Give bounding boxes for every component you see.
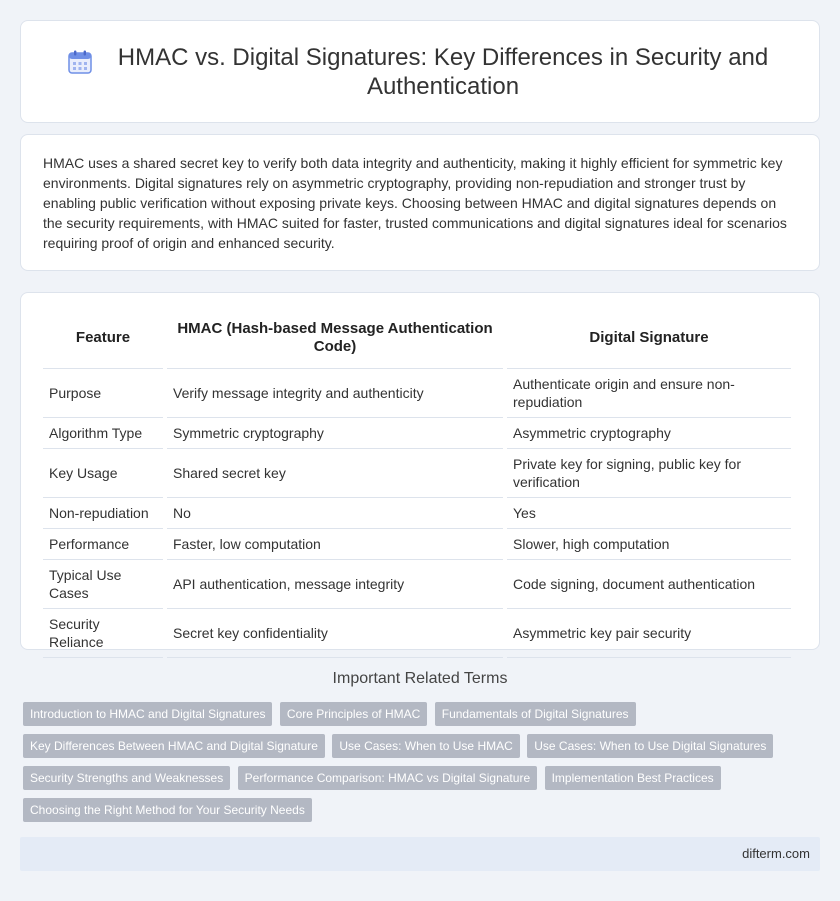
related-term-tag[interactable]: Performance Comparison: HMAC vs Digital Signature — [238, 766, 537, 790]
header-digital-signature: Digital Signature — [507, 307, 791, 369]
title-wrap — [60, 43, 780, 101]
related-term-tag[interactable]: Introduction to HMAC and Digital Signatures — [23, 702, 272, 726]
cell-digital-signature: Yes — [507, 498, 791, 529]
cell-hmac: Symmetric cryptography — [167, 418, 503, 449]
cell-digital-signature: Code signing, document authentication — [507, 560, 791, 609]
title-card — [20, 20, 820, 123]
cell-digital-signature: Asymmetric key pair security — [507, 609, 791, 658]
table-row — [43, 609, 791, 658]
cell-feature: Performance — [43, 529, 163, 560]
cell-hmac: Faster, low computation — [167, 529, 503, 560]
related-term-tag[interactable]: Core Principles of HMAC — [280, 702, 427, 726]
intro-card — [20, 134, 820, 271]
table-row — [43, 529, 791, 560]
related-term-tag[interactable]: Key Differences Between HMAC and Digital Signature — [23, 734, 325, 758]
table-row — [43, 449, 791, 498]
cell-feature: Typical Use Cases — [43, 560, 163, 609]
cell-feature: Security Reliance — [43, 609, 163, 658]
calendar-icon — [67, 49, 93, 75]
related-term-tag[interactable]: Security Strengths and Weaknesses — [23, 766, 230, 790]
related-term-tag[interactable]: Choosing the Right Method for Your Security Needs — [23, 798, 312, 822]
cell-digital-signature: Asymmetric cryptography — [507, 418, 791, 449]
comparison-table — [39, 307, 795, 658]
footer — [20, 837, 820, 871]
cell-feature: Purpose — [43, 369, 163, 418]
comparison-table-card — [20, 292, 820, 650]
related-term-tag[interactable]: Fundamentals of Digital Signatures — [435, 702, 636, 726]
table-row — [43, 498, 791, 529]
cell-feature: Non-repudiation — [43, 498, 163, 529]
cell-feature: Algorithm Type — [43, 418, 163, 449]
related-term-tag[interactable]: Use Cases: When to Use HMAC — [332, 734, 519, 758]
related-term-tag[interactable]: Use Cases: When to Use Digital Signatures — [527, 734, 773, 758]
related-term-tag[interactable]: Implementation Best Practices — [545, 766, 721, 790]
table-row — [43, 369, 791, 418]
header-feature: Feature — [43, 307, 163, 369]
intro-paragraph: HMAC uses a shared secret key to verify both data integrity and authenticity, making it highly efficient for symmetric key environments. Digital signatures rely on asymmetric cryptography, providing non-repudiation and stronger trust by enabling public verification without exposing private keys. Choosing between HMAC and digital signatures depends on the security requirements, with HMAC suited for faster, trusted communications and digital signatures ideal for scenarios requiring proof of origin and enhanced security. — [43, 155, 787, 251]
cell-hmac: No — [167, 498, 503, 529]
table-row — [43, 418, 791, 449]
table-header-row — [43, 307, 791, 369]
cell-hmac: Verify message integrity and authenticity — [167, 369, 503, 418]
table-row — [43, 560, 791, 609]
cell-hmac: Shared secret key — [167, 449, 503, 498]
cell-digital-signature: Private key for signing, public key for verification — [507, 449, 791, 498]
header-hmac: HMAC (Hash-based Message Authentication Code) — [167, 307, 503, 369]
cell-feature: Key Usage — [43, 449, 163, 498]
footer-site-link[interactable]: difterm.com — [742, 846, 810, 861]
related-terms-title: Important Related Terms — [332, 670, 508, 687]
cell-hmac: API authentication, message integrity — [167, 560, 503, 609]
page-title: HMAC vs. Digital Signatures: Key Differences in Security and Authentication — [117, 43, 769, 100]
cell-hmac: Secret key confidentiality — [167, 609, 503, 658]
cell-digital-signature: Slower, high computation — [507, 529, 791, 560]
cell-digital-signature: Authenticate origin and ensure non-repudiation — [507, 369, 791, 418]
related-terms-list — [23, 702, 813, 830]
